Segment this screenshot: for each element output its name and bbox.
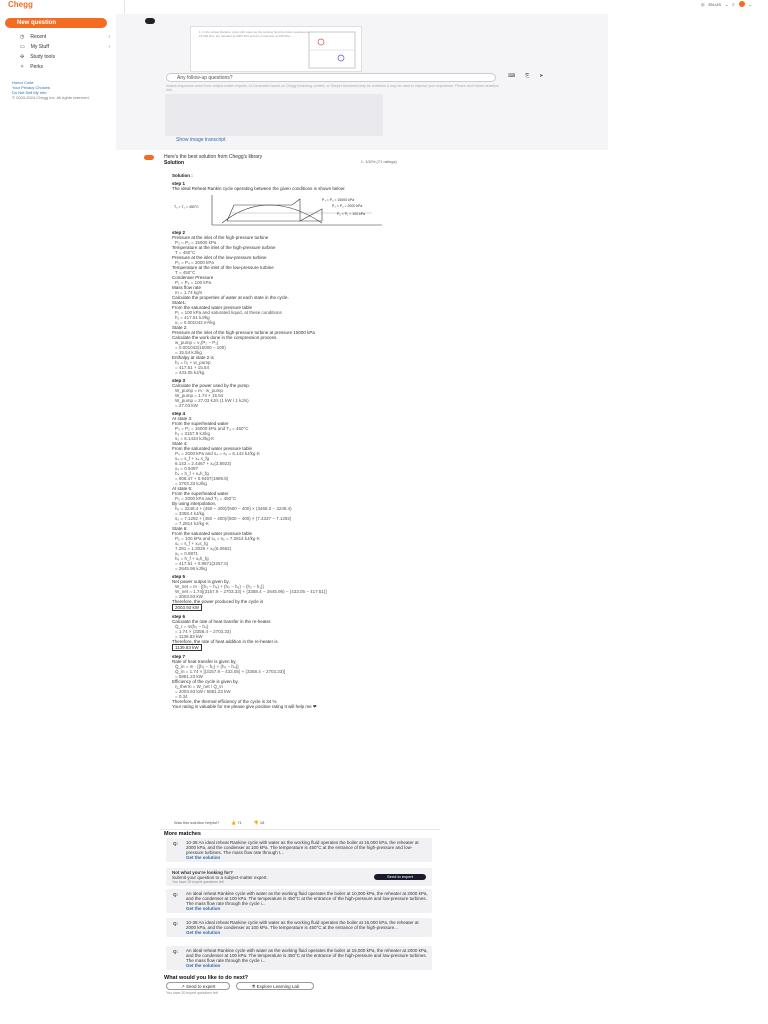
- step-heading: step 7: [172, 654, 186, 659]
- equation: η_therm = W_net / Q̇_in: [175, 684, 223, 689]
- solution-text: Rate of heat transfer is given by,: [172, 659, 237, 664]
- keyboard-icon[interactable]: ⌨: [508, 73, 516, 79]
- perks-icon: ✧: [20, 64, 25, 70]
- sidebar-item-label: Recent: [30, 34, 47, 40]
- solution-text: Mass flow rate: [172, 285, 202, 290]
- equation: h₃ = 3157.9 kJ/kg: [175, 431, 210, 436]
- attach-icon[interactable]: ⎘: [525, 73, 530, 79]
- cycle-path: [227, 199, 322, 221]
- solution-text: Temperature at the inlet of the high-pressure turbine: [172, 245, 276, 250]
- match-card[interactable]: [166, 889, 432, 913]
- equation: P₃ = P₂ = 15000 kPa: [175, 240, 217, 245]
- helpful-label: Was this solution helpful?: [174, 820, 220, 825]
- solution-text: At state 3:: [172, 416, 193, 421]
- chegg-logo[interactable]: Chegg: [8, 0, 33, 9]
- equation: T = 450°C: [175, 270, 196, 275]
- thumbs-up-icon: ☺: [360, 159, 365, 164]
- solution-text: The ideal Reheat Rankin cycle operating between the given conditions is shown below:: [172, 186, 346, 191]
- expert-questions-left: You have 20 expert questions left: [166, 991, 218, 995]
- solution-text: Calculate the work done in the compression process.: [172, 335, 278, 340]
- solution-text: Efficiency of the cycle is given by,: [172, 679, 239, 684]
- equation: h₂ = h₁ + w_pump: [175, 360, 211, 365]
- saturation-dome: [222, 205, 322, 223]
- pill-label: Send to expert: [186, 984, 216, 989]
- equation: h₅ = 3248.4 + (450 − 400)/(500 − 400) × (3468.3 − 3248.4): [175, 506, 292, 511]
- equation: h₄ = h_f + x₄h_fg: [175, 471, 209, 476]
- match-text: An ideal reheat Rankine cycle with water as the working fluid operates the boiler at 10,000 kPa, the reheater at 2000 kPa, and the condenser at 100 kPa. The temperature is 450°C at the entrance of the high-pressure and low-pressure turbines. The mass flow rate through the cycle i...: [186, 891, 428, 906]
- chevron-down-icon: ⌄: [748, 1, 752, 7]
- folder-icon: ▭: [20, 44, 25, 50]
- solution-text: Calculate the properties of water at each state in the cycle.: [172, 295, 289, 300]
- not-what-sub: Submit your question to a subject-matter expert.: [172, 875, 268, 880]
- equation: v₁ = 0.001043 m³/kg: [175, 320, 216, 325]
- q-icon: Q:: [173, 949, 178, 954]
- equation: = 5881.23 kW: [175, 674, 203, 679]
- menu-icon[interactable]: ≡: [732, 1, 735, 7]
- sidebar-item-label: My Stuff: [30, 44, 49, 50]
- solution-text: Pressure at the inlet of the low-pressure turbine: [172, 255, 267, 260]
- rating-badge: [360, 159, 397, 164]
- equation: s₄ = s_f + x₄ s_fg: [175, 456, 210, 461]
- solution-text: From the saturated water pressure table: [172, 305, 253, 310]
- equation: = 3358.4 kJ/kg: [175, 511, 205, 516]
- match-text: An ideal reheat Rankine cycle with water as the working fluid operates the boiler at 15,000 kPa, the reheater at 2000 kPa, and the condenser at 100 kPa. The temperature is 450°C at the entrance of the high-pressure and low-pressure turbines. The mass flow rate through the cycle i...: [186, 948, 428, 963]
- sidebar: [0, 8, 112, 1024]
- equation: Q̇_in = m · [(h₃ − h₂) + (h₅ − h₄)]: [175, 664, 239, 669]
- match-card[interactable]: [166, 838, 432, 862]
- label-temperature: T₃ = T₅ = 450°C: [174, 205, 199, 209]
- equation: h₆ = h_f + x₆h_fg: [175, 556, 209, 561]
- get-solution-link[interactable]: Get the solution: [186, 906, 221, 911]
- solution-text: From the saturated water pressure table: [172, 446, 253, 451]
- solution-text: From the saturated water pressure table: [172, 531, 253, 536]
- equation: = 2003.93 kW: [175, 594, 203, 599]
- send-icon: ↗: [181, 984, 185, 989]
- solution-text: Your rating is valuable for me please give positive rating It will help me ❤: [172, 704, 317, 709]
- match-text: 10-38 An ideal reheat Rankine cycle with water as the working fluid operates the boiler at 15,000 kPa, the reheater at 2000 kPa, and the condenser at 100 kPa. The temperature is 450°C at the entrance of the high-pressure...: [186, 920, 419, 930]
- question-image-text: 1. In the reheat Rankine cycle with water as the working fluid the boiler operates at 15,000 kPa, the reheater at 2000 kPa and the condenser at 100 kPa.: [199, 30, 309, 38]
- match-card[interactable]: [166, 946, 432, 970]
- divider: [160, 829, 440, 830]
- question-diagram: [307, 30, 357, 70]
- equation: = 2703.33 kJ/kg: [175, 481, 207, 486]
- solution-text: State1:: [172, 300, 187, 305]
- privacy-choices-link[interactable]: Your Privacy Choices: [12, 85, 50, 90]
- send-to-expert-pill[interactable]: [166, 982, 230, 990]
- equation: = 0.34: [175, 694, 188, 699]
- show-transcript-link[interactable]: Show image transcript: [176, 137, 226, 143]
- solution-text: State 6:: [172, 526, 188, 531]
- ts-diagram: [172, 193, 388, 227]
- equation: x₄ = 0.9497: [175, 466, 198, 471]
- equation: s₅ = 7.1292 + (450 − 400)/(500 − 400) × (7.4337 − 7.1292): [175, 516, 292, 521]
- sidebar-nav: [20, 32, 110, 72]
- get-solution-link[interactable]: Get the solution: [186, 930, 221, 935]
- answer-intro: Here's the best solution from Chegg's library: [164, 154, 263, 160]
- equation: T = 450°C: [175, 250, 196, 255]
- not-what-title: Not what you're looking for?: [172, 870, 233, 875]
- clock-icon: ◷: [20, 34, 25, 40]
- get-solution-link[interactable]: Get the solution: [186, 855, 221, 860]
- dislike-button[interactable]: 👎 18: [253, 820, 265, 825]
- equation: Q̇_r = m(h₅ − h₄): [175, 624, 209, 629]
- equation: P₅ = 2000 kPa and T₅ = 450°C: [175, 496, 237, 501]
- avatar[interactable]: [739, 1, 745, 7]
- sidebar-item-my-stuff[interactable]: [20, 42, 110, 52]
- equation: s₆ = s_f + x₆s_fg: [175, 541, 208, 546]
- followup-tools: [508, 73, 543, 79]
- chevron-right-icon: ›: [108, 34, 110, 40]
- sidebar-item-label: Study tools: [30, 54, 55, 60]
- equation: = 433.05 kJ/kg: [175, 370, 205, 375]
- like-count: 71: [237, 820, 242, 825]
- equation: s₃ = 6.1434 kJ/kg·K: [175, 436, 215, 441]
- solution-content: [172, 170, 434, 709]
- match-card[interactable]: [166, 918, 432, 937]
- solution-text: By using interpolation,: [172, 501, 217, 506]
- equation: = 1.74 × (3358.4 − 2703.33): [175, 629, 231, 634]
- equation: w_pump = v₁(P₂ − P₁): [175, 340, 219, 345]
- pill-label: Explore Learning Lab: [256, 984, 300, 989]
- ts-diagram-svg: [172, 193, 388, 227]
- equation: = 15.54 kJ/kg: [175, 350, 202, 355]
- send-icon[interactable]: ➤: [539, 73, 544, 79]
- transcript-placeholder: [165, 94, 383, 136]
- step-heading: step 1: [172, 181, 186, 186]
- sidebar-item-label: Perks: [30, 64, 43, 70]
- equation: W_pump = 27.03 kJ/s (1 kW / 1 kJ/s): [175, 398, 249, 403]
- equation: 7.281 = 1.3026 + x₆(6.0562): [175, 546, 232, 551]
- equation: W_pump = 1.74 × 15.54: [175, 393, 224, 398]
- equation: Q̇_in = 1.74 × [(3157.9 − 433.05) + (3358.4 − 2703.33)]: [175, 669, 285, 674]
- boxed-result: 2003.93 kW: [172, 604, 202, 611]
- do-not-sell-link[interactable]: Do Not Sell My Info: [12, 90, 47, 95]
- new-question-button[interactable]: New question: [5, 18, 107, 28]
- honor-code-link[interactable]: Honor Code: [12, 80, 34, 85]
- q-icon: Q:: [173, 892, 178, 897]
- solution-title: Solution: [164, 160, 184, 166]
- question-image[interactable]: [190, 26, 362, 72]
- solution-text: From the superheated water: [172, 491, 229, 496]
- solution-text: Calculate the rate of heat transfer in the re-heater.: [172, 619, 272, 624]
- equation: = 2003.93 kW / 5881.23 kW: [175, 689, 231, 694]
- label-p5: P₅ = P₄ = 2000 kPa: [332, 204, 363, 208]
- equation: P₅ = P₄ = 2000 kPa: [175, 260, 214, 265]
- sidebar-item-perks[interactable]: [20, 62, 110, 72]
- equation: = 0.001043(15000 − 100): [175, 345, 226, 350]
- equation: P₁ = 100 kPa and saturated liquid, at these conditions: [175, 310, 282, 315]
- label-p3: P₃ = P₂ = 15000 kPa: [322, 198, 355, 202]
- get-solution-link[interactable]: Get the solution: [186, 963, 221, 968]
- boxed-result-row: [172, 604, 434, 611]
- solution-text: Pressure at the inlet of the high-pressure turbine at pressure 15000 kPa: [172, 330, 315, 335]
- step-heading: step 4: [172, 411, 186, 416]
- top-bar: [0, 0, 768, 8]
- dislike-count: 18: [259, 820, 265, 825]
- boxed-result: 1139.83 kW: [172, 644, 202, 651]
- solution-text: Net power output is given by,: [172, 579, 230, 584]
- equation: m = 1.74 kg/s: [175, 290, 203, 295]
- boxed-result-row: [172, 644, 434, 651]
- expert-questions-left: You have 20 expert questions left: [172, 880, 224, 884]
- chevron-right-icon: ›: [108, 44, 110, 50]
- solution-text: State 2:: [172, 325, 188, 330]
- top-right-controls: [701, 1, 752, 7]
- step-heading: step 5: [172, 574, 186, 579]
- label-p6: P₆ = P₁ = 100 kPa: [337, 212, 366, 216]
- equation: P₄ = 2000 kPa and s₄ = s₃ = 6.143 kJ/kg·K: [175, 451, 260, 456]
- solution-text: Condenser Pressure: [172, 275, 214, 280]
- sidebar-item-study-tools[interactable]: [20, 52, 110, 62]
- more-matches-title: More matches: [164, 831, 201, 837]
- q-icon: Q:: [173, 841, 178, 846]
- step-heading: step 6: [172, 614, 186, 619]
- locale-selector[interactable]: EN-US: [708, 1, 721, 7]
- step-heading: step 3: [172, 378, 186, 383]
- flask-icon: ⚗: [251, 984, 256, 989]
- equation: x₆ = 0.9871: [175, 551, 198, 556]
- globe-icon[interactable]: ◎: [700, 1, 705, 7]
- explore-learning-lab-pill[interactable]: [236, 982, 314, 990]
- step-heading: step 2: [172, 230, 186, 235]
- copyright: © 2003-2024 Chegg Inc. All rights reserved.: [12, 95, 90, 100]
- next-steps-buttons: [166, 982, 314, 990]
- equation: = 908.47 + 0.9497(1889.8): [175, 476, 229, 481]
- solution-text: Pressure at the inlet of the high-pressure turbine: [172, 235, 269, 240]
- equation: = 1139.83 kW: [175, 634, 203, 639]
- step-heading: Solution :: [172, 173, 193, 178]
- equation: W_net = 1.74[(3157.9 − 2703.33) + (3358.4 − 2645.96) − (433.05 − 417.51)]: [175, 589, 327, 594]
- sidebar-item-recent[interactable]: [20, 32, 110, 42]
- equation: h₁ = 417.51 kJ/kg: [175, 315, 210, 320]
- rating-text: 100% (71 ratings): [365, 159, 397, 164]
- chegg-avatar: [144, 155, 154, 160]
- solution-text: From the superheated water: [172, 421, 229, 426]
- sidebar-footer-links: [12, 80, 108, 100]
- equation: P₁ = P₆ = 100 kPa: [175, 280, 212, 285]
- equation: 6.143 = 2.4467 + x₄(3.8923): [175, 461, 232, 466]
- equation: = 27.03 kW: [175, 403, 198, 408]
- not-what-card: [166, 868, 432, 886]
- like-button[interactable]: 👍 71: [231, 820, 242, 825]
- equation: W_pump = m · w_pump: [175, 388, 223, 393]
- helpful-row: [174, 820, 424, 825]
- equation: = 2645.96 kJ/kg: [175, 566, 207, 571]
- next-steps-title: What would you like to do next?: [164, 975, 249, 981]
- solution-text: At state 5:: [172, 486, 193, 491]
- solution-text: Therefore, the power produced by the cycle is: [172, 599, 264, 604]
- solution-text: Therefore, the thermal efficiency of the cycle is 34 %: [172, 699, 277, 704]
- equation: = 7.2814 kJ/kg·K: [175, 521, 209, 526]
- solution-text: Calculate the power used by the pump.: [172, 383, 251, 388]
- solution-text: Temperature at the inlet of the low-pressure turbine: [172, 265, 274, 270]
- q-icon: Q:: [173, 921, 178, 926]
- match-text: 10-38 An ideal reheat Rankine cycle with water as the working fluid operates the boiler at 15,000 kPa, the reheater at 2000 kPa, and the condenser at 100 kPa. The temperature is 450°C at the entrance of the high-pressure and low-pressure turbines. The mass flow rate through t...: [186, 840, 419, 855]
- solution-text: Enthalpy at state 2 is: [172, 355, 214, 360]
- send-to-expert-button[interactable]: Send to expert: [374, 874, 426, 880]
- user-avatar: [145, 18, 155, 24]
- equation: = 417.51 + 15.54: [175, 365, 210, 370]
- disclaimer-text: Instant responses come from subject-matter experts. AI-Generated based on Chegg's learning content, or Deeper Answered may be reviewed & may be used to improve your experience. Please don't share sensitive info.: [166, 84, 499, 92]
- chevron-down-icon: ⌄: [724, 1, 729, 7]
- equation: P₃ = P₂ = 15000 kPa and T₃ = 450°C: [175, 426, 249, 431]
- followup-input[interactable]: Any follow-up questions?: [166, 73, 496, 82]
- equation: W_net = m · [(h₃ − h₄) + (h₅ − h₆) − (h₂ − h₁)]: [175, 584, 264, 589]
- equation: = 417.51 + 0.9871(2257.5): [175, 561, 229, 566]
- equation: P₆ = 100 kPa and s₆ = s₅ = 7.2814 kJ/kg·K: [175, 536, 260, 541]
- solution-text: Therefore, the rate of heat addition in the re-heater is: [172, 639, 278, 644]
- solution-text: State 4:: [172, 441, 188, 446]
- tools-icon: ✣: [20, 54, 25, 60]
